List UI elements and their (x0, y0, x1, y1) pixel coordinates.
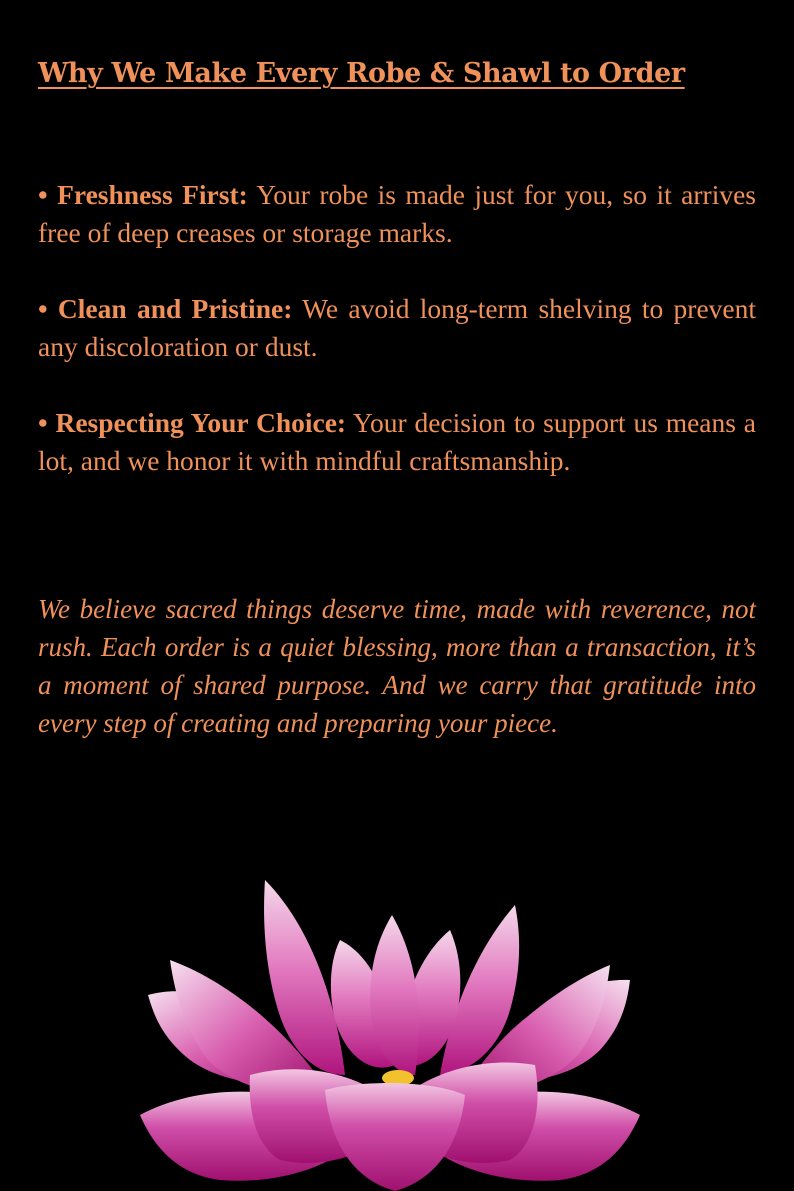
benefit-item-freshness (38, 176, 756, 252)
benefit-text: We avoid long-term shelving to prevent any discoloration or dust. (38, 293, 757, 362)
benefit-text: Your robe is made just for you, so it arrives free of deep creases or storage marks. (38, 179, 757, 248)
lotus-flower-icon (130, 860, 650, 1191)
benefit-marker: • (38, 179, 48, 210)
benefit-item-choice (38, 404, 756, 480)
benefit-list (38, 176, 756, 518)
benefit-lead: Clean and Pristine: (57, 293, 293, 324)
benefit-lead: Freshness First: (57, 179, 248, 210)
closing-statement: We believe sacred things deserve time, made with reverence, not rush. Each order is a quiet blessing, more than a transaction, it’s a moment of shared purpose. And we carry that gratitude into every step of creating and preparing your piece. (38, 594, 756, 738)
benefit-marker: • (38, 293, 48, 324)
benefit-marker: • (38, 407, 48, 438)
page-title: Why We Make Every Robe & Shawl to Order (38, 58, 685, 89)
lotus-petal (325, 1083, 465, 1191)
benefit-item-clean (38, 290, 756, 366)
benefit-text: Your decision to support us means a lot, and we honor it with mindful craftsmanship. (38, 407, 756, 476)
benefit-lead: Respecting Your Choice: (55, 407, 347, 438)
